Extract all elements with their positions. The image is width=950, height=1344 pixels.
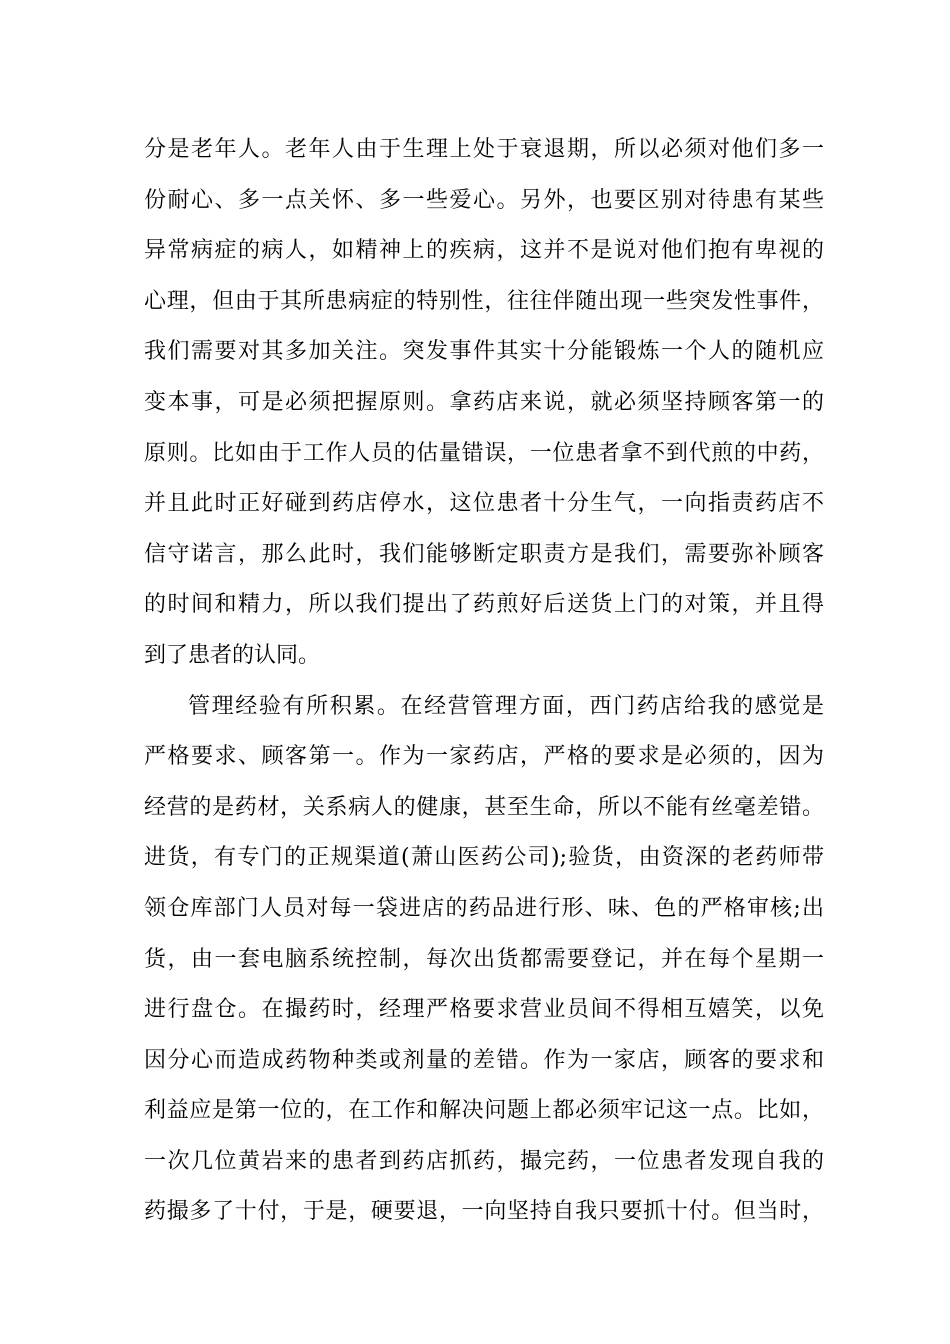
paragraph-line: 进行盘仓。在撮药时，经理严格要求营业员间不得相互嬉笑，以免 — [144, 997, 824, 1023]
paragraph-line: 异常病症的病人，如精神上的疾病，这并不是说对他们抱有卑视的 — [144, 238, 824, 264]
paragraph-line: 并且此时正好碰到药店停水，这位患者十分生气，一向指责药店不 — [144, 491, 824, 517]
paragraph-line: 到了患者的认同。 — [144, 642, 321, 668]
paragraph-line: 领仓库部门人员对每一袋进店的药品进行形、味、色的严格审核;出 — [144, 895, 824, 921]
paragraph-line: 信守诺言，那么此时，我们能够断定职责方是我们，需要弥补顾客 — [144, 541, 824, 567]
paragraph-line: 我们需要对其多加关注。突发事件其实十分能锻炼一个人的随机应 — [144, 339, 824, 365]
paragraph-line: 货，由一套电脑系统控制，每次出货都需要登记，并在每个星期一 — [144, 946, 824, 972]
paragraph-line: 一次几位黄岩来的患者到药店抓药，撮完药，一位患者发现自我的 — [144, 1148, 824, 1174]
paragraph-2 — [144, 682, 824, 1239]
paragraph-line: 原则。比如由于工作人员的估量错误，一位患者拿不到代煎的中药， — [144, 440, 824, 466]
paragraph-line: 严格要求、顾客第一。作为一家药店，严格的要求是必须的，因为 — [144, 744, 824, 770]
paragraph-line: 管理经验有所积累。在经营管理方面，西门药店给我的感觉是 — [188, 693, 824, 719]
paragraph-line: 变本事，可是必须把握原则。拿药店来说，就必须坚持顾客第一的 — [144, 389, 824, 415]
paragraph-line: 份耐心、多一点关怀、多一些爱心。另外，也要区别对待患有某些 — [144, 187, 824, 213]
paragraph-line: 进货，有专门的正规渠道(萧山医药公司);验货，由资深的老药师带 — [144, 845, 824, 871]
paragraph-line: 因分心而造成药物种类或剂量的差错。作为一家店，顾客的要求和 — [144, 1047, 824, 1073]
paragraph-line: 分是老年人。老年人由于生理上处于衰退期，所以必须对他们多一 — [144, 137, 824, 162]
paragraph-line: 利益应是第一位的，在工作和解决问题上都必须牢记这一点。比如， — [144, 1098, 824, 1124]
paragraph-1 — [144, 125, 824, 682]
document-body — [144, 125, 824, 1238]
paragraph-line: 心理，但由于其所患病症的特别性，往往伴随出现一些突发性事件， — [144, 288, 824, 314]
paragraph-line: 的时间和精力，所以我们提出了药煎好后送货上门的对策，并且得 — [144, 592, 824, 618]
paragraph-line: 药撮多了十付，于是，硬要退，一向坚持自我只要抓十付。但当时， — [144, 1199, 824, 1225]
paragraph-line: 经营的是药材，关系病人的健康，甚至生命，所以不能有丝毫差错。 — [144, 794, 824, 820]
